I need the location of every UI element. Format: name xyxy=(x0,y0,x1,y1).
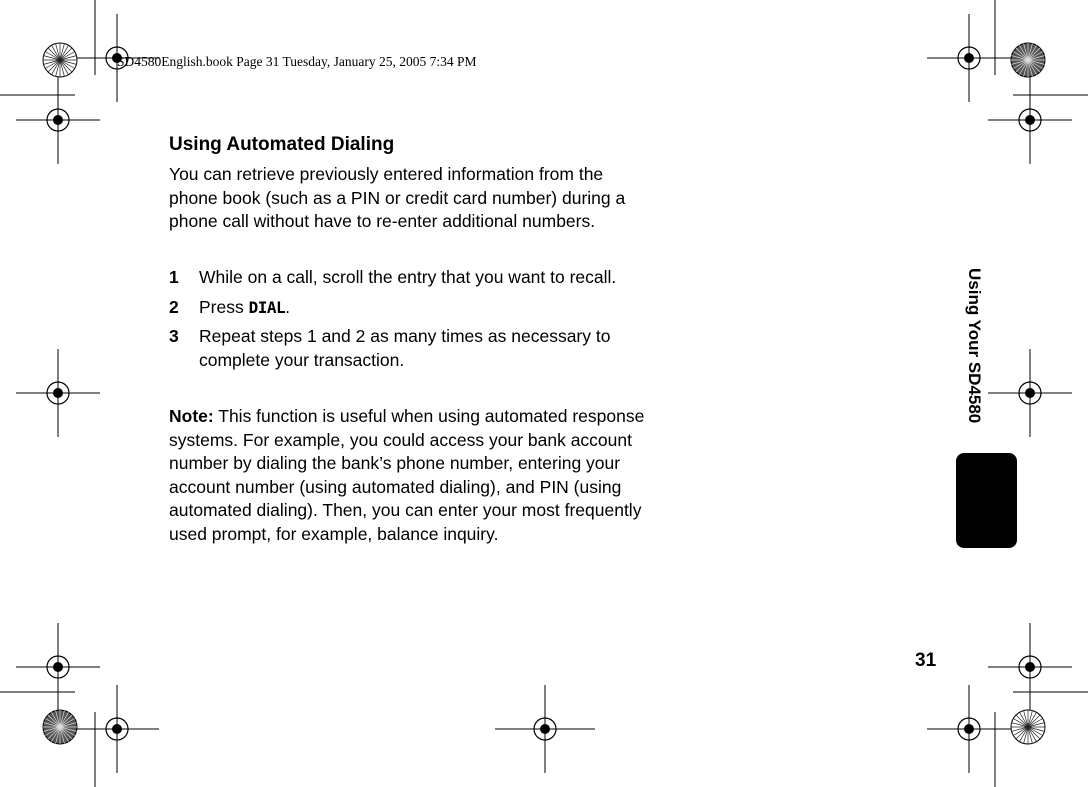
section-title: Using Automated Dialing xyxy=(169,134,395,155)
color-bar-mark xyxy=(43,43,77,77)
page-number: 31 xyxy=(915,650,937,671)
step-3 xyxy=(169,325,659,372)
step-prefix: Press xyxy=(199,296,249,317)
step-2 xyxy=(169,296,659,320)
registration-mark xyxy=(16,349,100,437)
note-text: This function is useful when using automated response systems. For example, you could access your bank account number by dialing the bank’s phone number, entering your account number (using automated dialing), and PIN (using automated dialing). Then, you can enter your most frequently used prompt, for example, balance inquiry. xyxy=(169,406,645,544)
step-text: Repeat steps 1 and 2 as many times as necessary to complete your transaction. xyxy=(199,326,611,370)
thumb-tab xyxy=(956,453,1017,548)
color-bar-mark xyxy=(1011,710,1045,744)
registration-mark xyxy=(495,685,595,773)
note xyxy=(169,405,649,546)
registration-mark xyxy=(927,685,1011,773)
dial-key: DIAL xyxy=(248,297,286,317)
step-1 xyxy=(169,266,659,290)
registration-mark xyxy=(988,349,1072,437)
steps-list xyxy=(169,266,659,378)
step-suffix: . xyxy=(285,296,291,317)
file-header: SD4580English.book Page 31 Tuesday, January 25, 2005 7:34 PM xyxy=(117,54,477,69)
color-bar-mark xyxy=(1011,43,1045,77)
registration-mark xyxy=(927,14,1011,102)
registration-mark xyxy=(988,623,1072,711)
registration-mark xyxy=(988,76,1072,164)
step-number: 2 xyxy=(169,296,179,317)
registration-mark xyxy=(16,76,100,164)
step-text xyxy=(199,296,659,320)
step-number: 3 xyxy=(169,326,179,346)
note-label: Note: xyxy=(169,406,214,426)
color-bar-mark xyxy=(43,710,77,744)
step-text: While on a call, scroll the entry that you want to recall. xyxy=(199,267,617,287)
side-tab-label: Using Your SD4580 xyxy=(965,268,984,424)
step-number: 1 xyxy=(169,267,179,287)
section-intro: You can retrieve previously entered information from the phone book (such as a PIN or credit card number) during a phone call without have to re-enter additional numbers. xyxy=(169,164,626,231)
registration-mark xyxy=(75,685,159,773)
registration-mark xyxy=(16,623,100,711)
